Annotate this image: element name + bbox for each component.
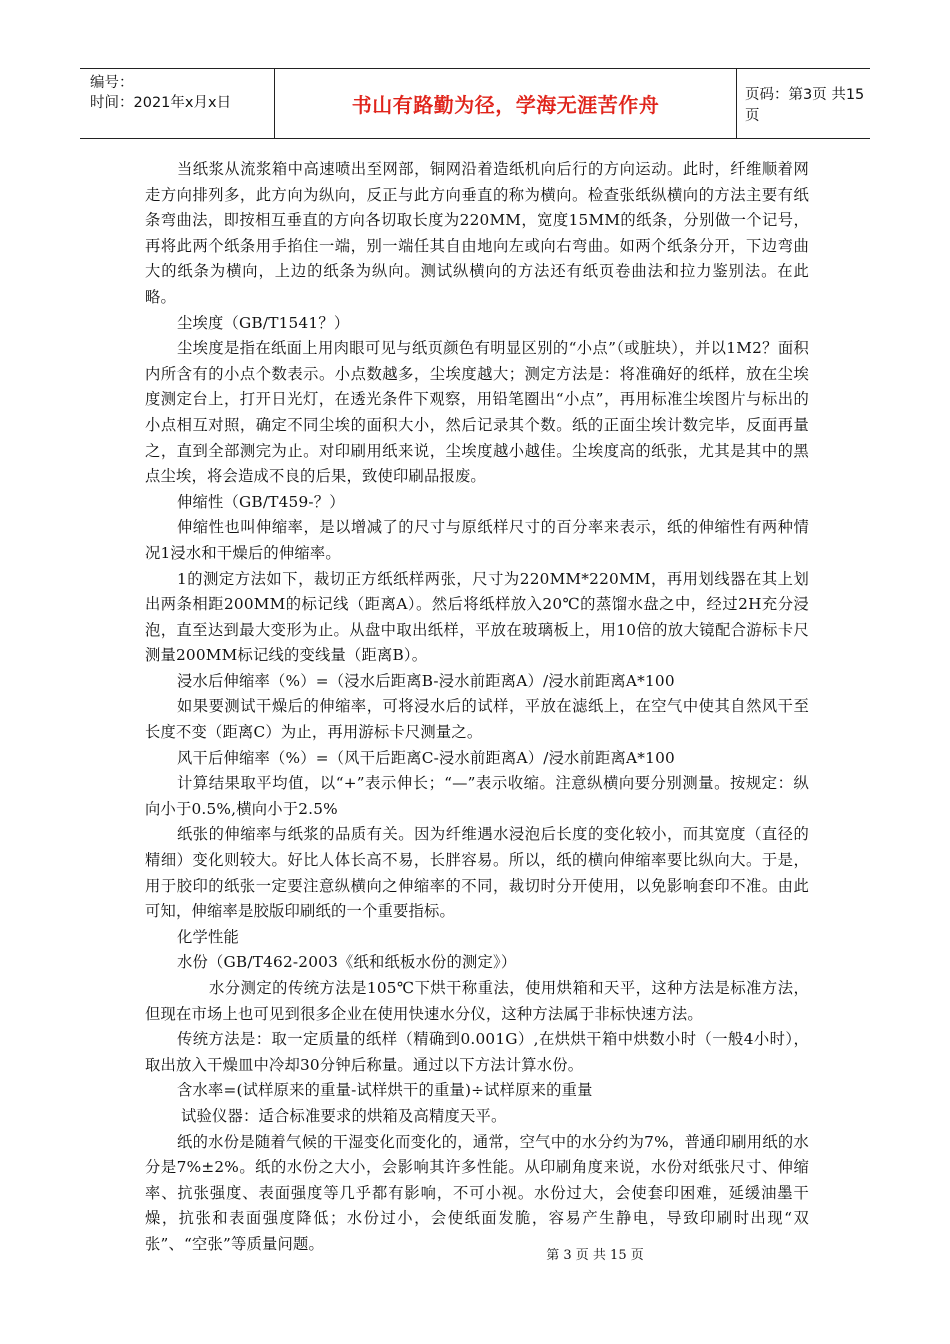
paragraph-dirt-count: 尘埃度是指在纸面上用肉眼可见与纸页颜色有明显区别的“小点”（或脏块），并以1M2？面积内所含有的小点个数表示。小点数越多，尘埃度越大；测定方法是：将准确好的纸样，放在尘埃度测定台上，打开日光灯，在透光条件下观察，用铅笔圈出“小点”，再用标准尘埃图片与标出的小点相互对照，确定不同尘埃的面积大小，然后记录其个数。纸的正面尘埃计数完毕，反面再量之，直到全部测完为止。对印刷用纸来说，尘埃度越小越佳。尘埃度高的纸张，尤其是其中的黑点尘埃，将会造成不良的后果，致使印刷品报废。 <box>145 339 809 486</box>
formula-dry-stretch: 风干后伸缩率（%）=（风干后距离C-浸水前距离A）/浸水前距离A*100 <box>177 748 675 767</box>
heading-dirt-count: 尘埃度（GB/T1541？） <box>177 313 350 332</box>
document-body <box>145 157 809 1258</box>
paragraph-stretch-result: 计算结果取平均值，以“+”表示伸长；“—”表示收缩。注意纵横向要分别测量。按规定：纵向小于0.5%,横向小于2.5% <box>145 774 809 818</box>
page-footer <box>0 1244 950 1263</box>
header-meta <box>80 69 275 138</box>
paragraph-traditional-method: 传统方法是：取一定质量的纸样（精确到0.001G）,在烘烘干箱中烘数小时（一般4小时），取出放入干燥皿中冷却30分钟后称量。通过以下方法计算水份。 <box>145 1030 809 1074</box>
paragraph-grain-direction: 当纸浆从流浆箱中高速喷出至网部，铜网沿着造纸机向后行的方向运动。此时，纤维顺着网走方向排列多，此方向为纵向，反正与此方向垂直的称为横向。检查张纸纵横向的方法主要有纸条弯曲法，即按相互垂直的方向各切取长度为220MM，宽度15MM的纸条，分别做一个记号，再将此两个纸条用手掐住一端，别一端任其自由地向左或向右弯曲。如两个纸条分开，下边弯曲大的纸条为横向，上边的纸条为纵向。测试纵横向的方法还有纸页卷曲法和拉力鉴别法。在此略。 <box>145 160 809 306</box>
date-label: 时间：2021年x月x日 <box>90 95 232 111</box>
paragraph-moisture-methods: 水分测定的传统方法是105℃下烘干称重法，使用烘箱和天平，这种方法是标准方法，但现在市场上也可见到很多企业在使用快速水分仪，这种方法属于非标快速方法。 <box>145 979 809 1023</box>
heading-moisture: 水份（GB/T462-2003《纸和纸板水份的测定》） <box>177 953 517 972</box>
paragraph-stretch-quality: 纸张的伸缩率与纸浆的品质有关。因为纤维遇水浸泡后长度的变化较小，而其宽度（直径的精细）变化则较大。好比人体长高不易，长胖容易。所以，纸的横向伸缩率要比纵向大。于是，用于胶印的纸张一定要注意纵横向之伸缩率的不同，裁切时分开使用，以免影响套印不准。由此可知，伸缩率是胶版印刷纸的一个重要指标。 <box>145 825 809 921</box>
paragraph-stretch-method: 1的测定方法如下，裁切正方纸纸样两张，尺寸为220MM*220MM，再用划线器在其上划出两条相距200MM的标记线（距离A）。然后将纸样放入20℃的蒸馏水盘之中，经过2H充分浸泡，直至达到最大变形为止。从盘中取出纸样，平放在玻璃板上，用10倍的放大镜配合游标卡尺测量200MM标记线的变线量（距离B）。 <box>145 569 809 665</box>
formula-wet-stretch: 浸水后伸缩率（%）=（浸水后距离B-浸水前距离A）/浸水前距离A*100 <box>177 671 675 690</box>
paragraph-test-instruments: 试验仪器：适合标准要求的烘箱及高精度天平。 <box>181 1106 507 1125</box>
header-page-info: 页码：第3页 共15页 <box>745 86 865 124</box>
heading-dimensional-stability: 伸缩性（GB/T459-？） <box>177 492 345 511</box>
paragraph-moisture-effects: 纸的水份是随着气候的干湿变化而变化的，通常，空气中的水分约为7%，普通印刷用纸的水分是7%±2%。纸的水份之大小，会影响其许多性能。从印刷角度来说，水份对纸张尺寸、伸缩率、抗张强度、表面强度等几乎都有影响，不可小视。水份过大，会使套印困难，延缓油墨干燥，抗张和表面强度降低；水份过小，会使纸面发脆，容易产生静电，导致印刷时出现“双张”、“空张”等质量问题。 <box>145 1132 809 1253</box>
header-page-info-cell <box>737 69 870 138</box>
formula-moisture-content: 含水率=(试样原来的重量-试样烘干的重量)÷试样原来的重量 <box>177 1081 593 1100</box>
doc-number-label: 编号： <box>90 75 134 91</box>
page-header <box>80 68 870 139</box>
paragraph-dry-stretch: 如果要测试干燥后的伸缩率，可将浸水后的试样，平放在滤纸上，在空气中使其自然风干至长度不变（距离C）为止，再用游标卡尺测量之。 <box>145 697 809 742</box>
header-motto-cell <box>275 69 737 138</box>
header-motto: 书山有路勤为径，学海无涯苦作舟 <box>351 93 660 117</box>
heading-chemical-properties: 化学性能 <box>177 927 239 946</box>
footer-page-number: 第 3 页 共 15 页 <box>546 1248 644 1263</box>
paragraph-stretch-intro: 伸缩性也叫伸缩率，是以增减了的尺寸与原纸样尺寸的百分率来表示，纸的伸缩性有两种情况1浸水和干燥后的伸缩率。 <box>145 518 809 562</box>
